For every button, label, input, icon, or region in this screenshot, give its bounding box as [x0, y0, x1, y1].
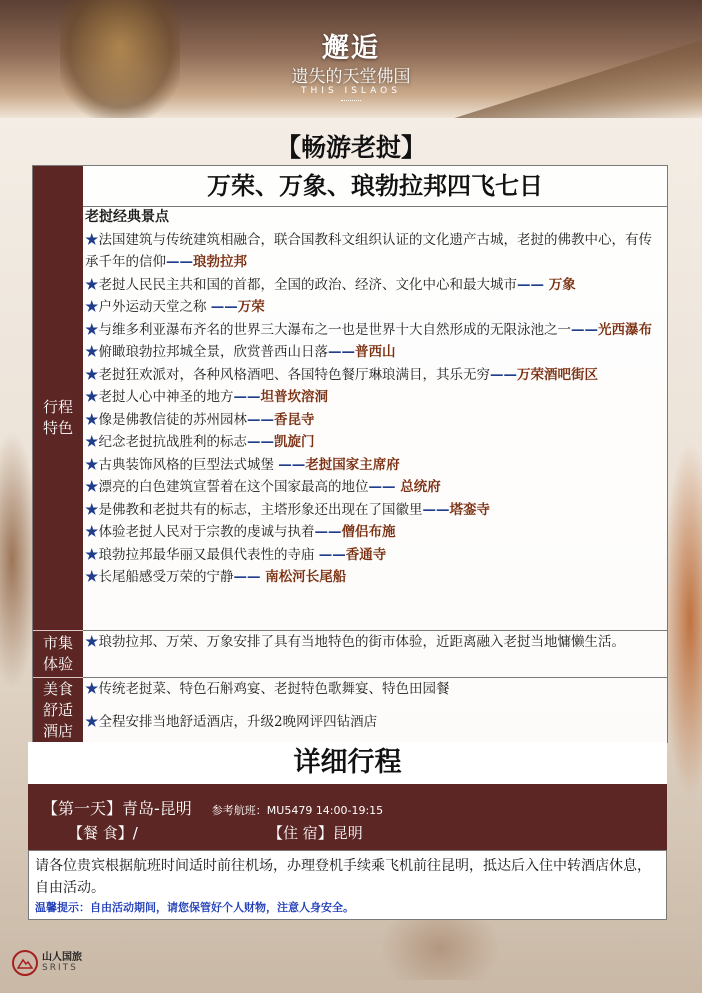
- feature-text: 是佛教和老挝共有的标志，主塔形象还出现在了国徽里: [98, 501, 423, 518]
- feature-item: [85, 431, 663, 454]
- star-icon: ★: [85, 231, 99, 248]
- feature-text: 老挝人心中神圣的地方: [98, 389, 234, 405]
- feature-text: 漂亮的白色建筑宣誓着在这个国家最高的地位: [98, 479, 369, 495]
- feature-text: 俯瞰琅勃拉邦城全景，欣赏普西山日落: [98, 344, 328, 360]
- feature-dash: ——: [233, 389, 261, 405]
- feature-item: [85, 364, 663, 387]
- feature-dash: ——: [517, 276, 544, 293]
- feature-place: 万荣酒吧街区: [517, 366, 598, 383]
- feature-item: [85, 566, 663, 589]
- day-1-description-box: [28, 850, 667, 920]
- feature-place: 普西山: [355, 344, 396, 360]
- feature-item: [85, 341, 663, 364]
- feature-text: 户外运动天堂之称: [98, 299, 211, 315]
- star-icon: ★: [85, 524, 99, 540]
- feature-text: 与维多利亚瀑布齐名的世界三大瀑布之一也是世界十大自然形成的无限泳池之一: [98, 321, 571, 338]
- logo-name-en: SRITS: [42, 963, 78, 973]
- star-icon: ★: [85, 321, 99, 338]
- route-title: 万荣、万象、琅勃拉邦四飞七日: [83, 166, 667, 207]
- side-label-food-hotel: [33, 678, 83, 742]
- feature-item: [85, 521, 663, 544]
- feature-dash: ——: [166, 254, 193, 270]
- star-icon: ★: [85, 389, 99, 405]
- side-label-features: [33, 206, 83, 631]
- feature-text: 长尾船感受万荣的宁静: [98, 569, 234, 585]
- feature-text: 老挝狂欢派对，各种风格酒吧、各国特色餐厅琳琅满目，其乐无穷: [98, 366, 490, 383]
- hero-divider: [341, 100, 361, 103]
- side-label-market-text: 市集体验: [42, 634, 73, 673]
- market-text: 琅勃拉邦、万荣、万象安排了具有当地特色的街市体验，近距离融入老挝当地慵懒生活。: [98, 634, 625, 650]
- feature-place: 凯旋门: [274, 434, 315, 450]
- feature-text: 纪念老挝抗战胜利的标志: [98, 434, 247, 450]
- hotel-line: [85, 711, 663, 734]
- logo-name-cn: 山人国旅: [42, 952, 82, 963]
- star-icon: ★: [85, 634, 99, 650]
- feature-item: [85, 229, 663, 274]
- star-icon: ★: [85, 681, 99, 697]
- star-icon: ★: [85, 366, 99, 383]
- logo-mountain-icon: [12, 950, 38, 976]
- feature-dash: ——: [422, 501, 450, 518]
- feature-place: 总统府: [400, 479, 441, 495]
- market-cell: [85, 631, 663, 654]
- star-icon: ★: [85, 569, 99, 585]
- day-1-tip: 温馨提示：自由活动期间，请您保管好个人财物，注意人身安全。: [35, 901, 354, 914]
- feature-dash: ——: [490, 366, 517, 383]
- feature-dash: ——: [247, 411, 274, 428]
- feature-dash: ——: [247, 434, 274, 450]
- star-icon: ★: [85, 411, 99, 428]
- feature-place: 万荣: [237, 299, 265, 315]
- food-hotel-cell: [85, 678, 663, 733]
- star-icon: ★: [85, 299, 99, 315]
- feature-dash: ——: [233, 569, 261, 585]
- food-line: [85, 678, 663, 701]
- feature-place: 光西瀑布: [598, 321, 652, 338]
- feature-item: [85, 296, 663, 319]
- feature-dash: ——: [328, 344, 355, 360]
- features-list: [85, 206, 663, 589]
- star-icon: ★: [85, 713, 99, 730]
- feature-place: 香通寺: [345, 546, 387, 563]
- table-corner-cell: [33, 166, 83, 207]
- star-icon: ★: [85, 501, 99, 518]
- feature-place: 老挝国家主席府: [305, 456, 400, 473]
- side-label-features-text: 行程特色: [42, 398, 73, 437]
- hotel-text: 全程安排当地舒适酒店，升级2晚网评四钻酒店: [98, 713, 378, 730]
- feature-place: 香昆寺: [274, 411, 315, 428]
- side-label-market: [33, 631, 83, 678]
- feature-dash: ——: [318, 546, 346, 563]
- star-icon: ★: [85, 479, 99, 495]
- feature-place: 塔銮寺: [449, 501, 490, 518]
- hero-title: 邂逅: [322, 33, 380, 64]
- feature-dash: ——: [368, 479, 401, 495]
- feature-place: 坦普坎溶洞: [260, 389, 328, 405]
- monk-silhouette-decoration: [662, 440, 702, 800]
- day-1-flight: 参考航班：MU5479 14:00-19:15: [211, 804, 384, 817]
- feature-item: [85, 386, 663, 409]
- feature-place: 僧侣布施: [341, 524, 396, 540]
- star-icon: ★: [85, 344, 99, 360]
- day-1-header: [28, 784, 667, 850]
- day-1-title: 【第一天】青岛-昆明: [42, 799, 192, 818]
- feature-text: 像是佛教信徒的苏州园林: [98, 411, 247, 428]
- itinerary-overview-table: [32, 165, 668, 743]
- hero-subtitle: 遗失的天堂佛国: [291, 67, 411, 87]
- feature-dash: ——: [278, 456, 306, 473]
- star-icon: ★: [85, 456, 99, 473]
- star-icon: ★: [85, 434, 99, 450]
- star-icon: ★: [85, 546, 99, 563]
- feature-item: [85, 454, 663, 477]
- day-1-meal: 【餐 食】/: [68, 824, 138, 842]
- day-1-stay: 【住 宿】昆明: [268, 824, 363, 842]
- feature-text: 老挝人民民主共和国的首都，全国的政治、经济、文化中心和最大城市: [98, 276, 517, 293]
- day-1-title-line: [42, 796, 383, 819]
- feature-dash: ——: [314, 524, 342, 540]
- side-label-food-hotel-text: 美食舒适酒店: [42, 679, 73, 740]
- feature-text: 琅勃拉邦最华丽又最俱代表性的寺庙: [98, 546, 319, 563]
- detail-heading: 详细行程: [28, 742, 667, 784]
- feature-place: 万象: [544, 276, 576, 293]
- hero-english: THIS ISLAOS: [301, 86, 401, 96]
- food-text: 传统老挝菜、特色石斛鸡宴、老挝特色歌舞宴、特色田园餐: [98, 681, 450, 697]
- feature-item: [85, 409, 663, 432]
- feature-text: 古典装饰风格的巨型法式城堡: [98, 456, 279, 473]
- day-1-description: 请各位贵宾根据航班时间适时前往机场，办理登机手续乘飞机前往昆明，抵达后入住中转酒店休息，自由活动。: [35, 858, 651, 896]
- feature-place: 南松河长尾船: [260, 569, 347, 585]
- feature-item: [85, 319, 663, 342]
- feature-text: 法国建筑与传统建筑相融合，联合国教科文组织认证的文化遗产古城，老挝的佛教中心，有传承千年的信仰: [85, 231, 652, 270]
- feature-item: [85, 274, 663, 297]
- feature-dash: ——: [210, 299, 238, 315]
- feature-item: [85, 499, 663, 522]
- feature-place: 琅勃拉邦: [193, 254, 247, 270]
- page-title: 【畅游老挝】: [275, 133, 426, 162]
- feature-item: [85, 476, 663, 499]
- feature-dash: ——: [571, 321, 598, 338]
- feature-text: 体验老挝人民对于宗教的虔诚与执着: [98, 524, 315, 540]
- company-logo: [12, 950, 82, 976]
- star-icon: ★: [85, 276, 99, 293]
- feature-item: [85, 544, 663, 567]
- features-section-title: 老挝经典景点: [85, 209, 169, 225]
